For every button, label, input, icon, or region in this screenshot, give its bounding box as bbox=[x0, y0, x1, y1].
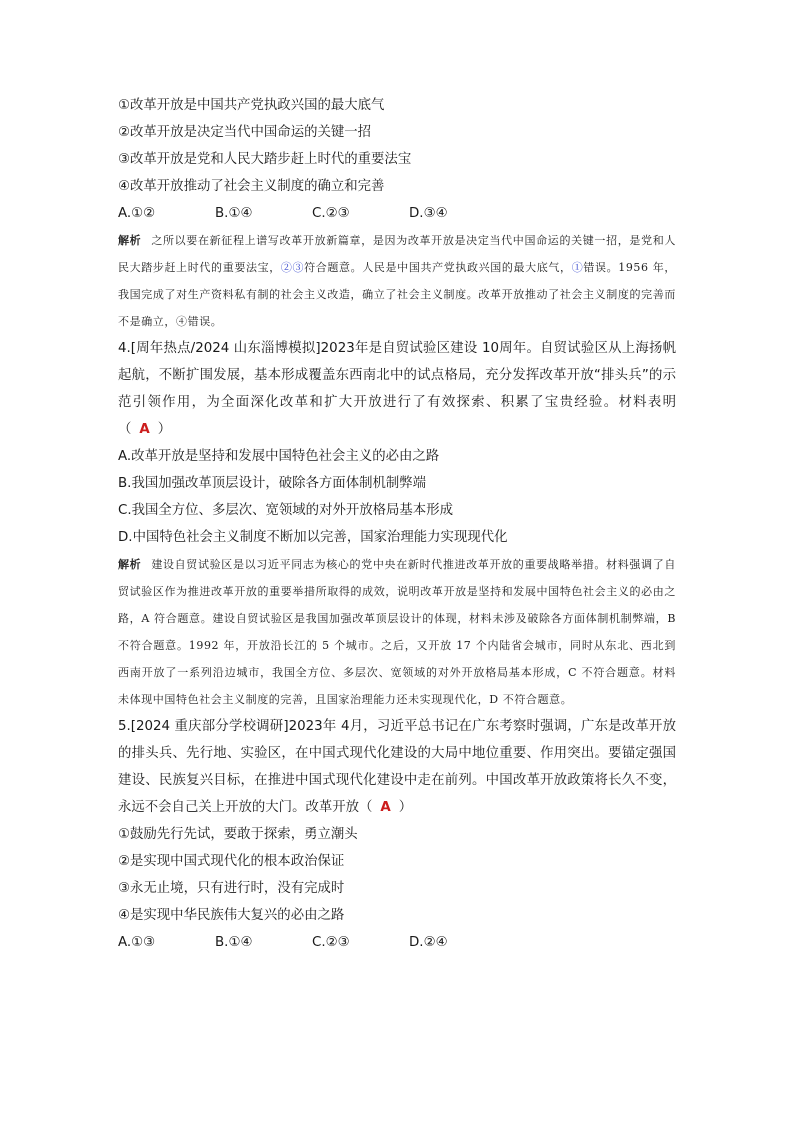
q3-explanation: 解析 之所以要在新征程上谱写改革开放新篇章，是因为改革开放是决定当代中国命运的关键一招，是党和人民大踏步赶上时代的重要法宝，②③符合题意。人民是中国共产党执政兴国的最大底气，①错误。1956 年，我国完成了对生产资料私有制的社会主义改造，确立了社会主义制度。改革开放推动了社会主义制度的完善而不是确立，④错误。 bbox=[118, 234, 676, 328]
q3-option-c: C.②③ bbox=[312, 206, 350, 221]
q5-options bbox=[118, 929, 676, 956]
q5-option-a: A.①③ bbox=[118, 935, 156, 950]
q4-option-d: D.中国特色社会主义制度不断加以完善，国家治理能力实现现代化 bbox=[118, 530, 508, 545]
q5-answer: A bbox=[380, 800, 391, 815]
q3-item-2: ②改革开放是决定当代中国命运的关键一招 bbox=[118, 125, 372, 140]
q5-item-3: ③永无止境，只有进行时，没有完成时 bbox=[118, 881, 345, 896]
q5-item-4: ④是实现中华民族伟大复兴的必由之路 bbox=[118, 908, 345, 923]
highlight-answer: ① bbox=[571, 261, 584, 274]
explanation-tag: 解析 bbox=[118, 558, 142, 571]
q5-option-d: D.②④ bbox=[409, 935, 448, 950]
q4-option-b: B.我国加强改革顶层设计，破除各方面体制机制弊端 bbox=[118, 476, 427, 491]
q4-option-c: C.我国全方位、多层次、宽领域的对外开放格局基本形成 bbox=[118, 503, 453, 518]
q3-item-1: ①改革开放是中国共产党执政兴国的最大底气 bbox=[118, 98, 385, 113]
q3-option-d: D.③④ bbox=[409, 206, 448, 221]
q4-option-a: A.改革开放是坚持和发展中国特色社会主义的必由之路 bbox=[118, 449, 440, 464]
q5-item-1: ①鼓励先行先试，要敢于探索，勇立潮头 bbox=[118, 827, 358, 842]
document-page bbox=[118, 92, 676, 956]
q3-item-4: ④改革开放推动了社会主义制度的确立和完善 bbox=[118, 179, 385, 194]
explanation-tag: 解析 bbox=[118, 234, 142, 247]
q5-option-b: B.①④ bbox=[215, 935, 253, 950]
q3-option-b: B.①④ bbox=[215, 206, 253, 221]
q3-item-3: ③改革开放是党和人民大踏步赶上时代的重要法宝 bbox=[118, 152, 412, 167]
q3-option-a: A.①② bbox=[118, 206, 156, 221]
q4-explanation: 解析 建设自贸试验区是以习近平同志为核心的党中央在新时代推进改革开放的重要战略举措。材料强调了自贸试验区作为推进改革开放的重要举措所取得的成效，说明改革开放是坚持和发展中国特色社会主义的必由之路，A 符合题意。建设自贸试验区是我国加强改革顶层设计的体现，材料未涉及破除各方面体制机制弊端，B 不符合题意。1992 年，开放沿长江的 5 个城市。之后，又开放 17 个内陆省会城市，同时从东北、西北到西南开放了一系列沿边城市，我国全方位、多层次、宽领域的对外开放格局基本形成，C 不符合题意。材料未体现中国特色社会主义制度的完善，且国家治理能力还未实现现代化，D 不符合题意。 bbox=[118, 558, 676, 706]
q5-option-c: C.②③ bbox=[312, 935, 350, 950]
q4-answer: A bbox=[139, 422, 150, 437]
q5-item-2: ②是实现中国式现代化的根本政治保证 bbox=[118, 854, 345, 869]
q4-stem: 4.[周年热点/2024 山东淄博模拟]2023年是自贸试验区建设 10周年。自贸试验区从上海扬帆起航，不断扩围发展，基本形成覆盖东西南北中的试点格局，充分发挥改革开放“排头兵”的示范引领作用，为全面深化改革和扩大开放进行了有效探索、积累了宝贵经验。材料表明（ A ） bbox=[118, 341, 676, 437]
q5-stem: 5.[2024 重庆部分学校调研]2023年 4月，习近平总书记在广东考察时强调，广东是改革开放的排头兵、先行地、实验区，在中国式现代化建设的大局中地位重要、作用突出。要锚定强国建设、民族复兴目标，在推进中国式现代化建设中走在前列。中国改革开放政策将长久不变，永远不会自己关上开放的大门。改革开放（ A ） bbox=[118, 719, 676, 815]
highlight-answer: ②③ bbox=[280, 261, 305, 274]
q3-options bbox=[118, 200, 676, 227]
